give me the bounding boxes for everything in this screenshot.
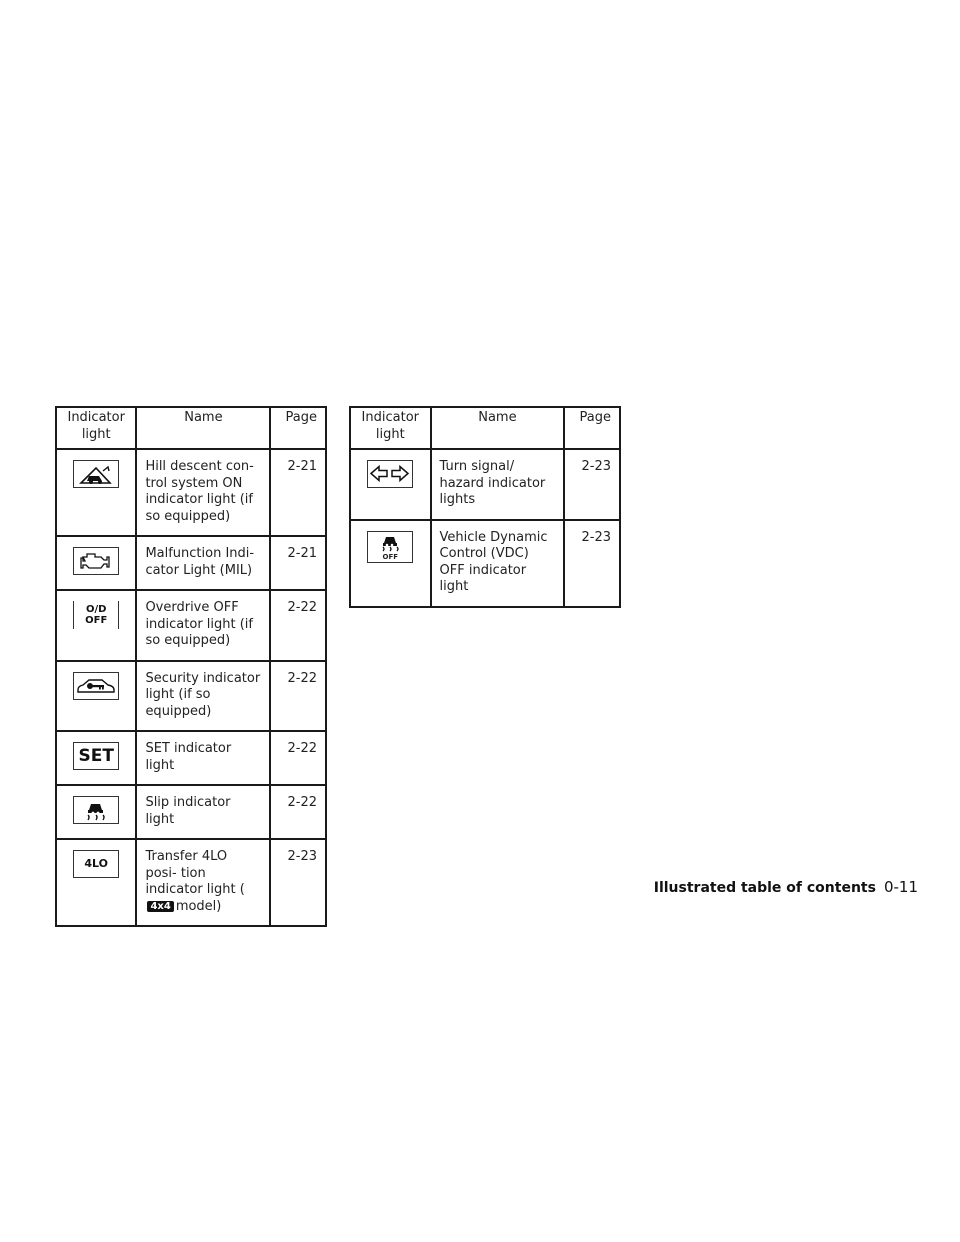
name-cell: Vehicle Dynamic Control (VDC) OFF indicator light [431,520,565,607]
page-cell: 2-22 [270,590,326,661]
page-cell: 2-22 [270,661,326,732]
indicator-cell [56,590,136,661]
table-row [350,449,620,520]
page-cell: 2-21 [270,449,326,536]
table-header-row [350,407,620,449]
table-row [56,449,326,536]
table-row [350,520,620,607]
indicator-cell [56,839,136,926]
set-icon-text: SET [78,745,114,766]
table-row [56,536,326,590]
name-cell: Hill descent con- trol system ON indicator light (if so equipped) [136,449,270,536]
indicator-cell [56,731,136,785]
4lo-icon-text: 4LO [84,856,109,870]
slip-icon [73,796,119,824]
table-row [56,785,326,839]
indicator-cell [56,536,136,590]
name-cell: Security indicator light (if so equipped) [136,661,270,732]
table-row [56,839,326,926]
page-cell: 2-23 [564,520,620,607]
turn-signal-arrows-icon [367,460,413,488]
name-cell: Malfunction Indi- cator Light (MIL) [136,536,270,590]
set-icon [73,742,119,770]
hill-descent-icon [73,460,119,488]
name-cell: Slip indicator light [136,785,270,839]
indicator-table-left [55,406,327,927]
name-cell: SET indicator light [136,731,270,785]
page-cell: 2-22 [270,731,326,785]
page-number: 0-11 [883,878,918,896]
4lo-icon [73,850,119,878]
table-row [56,590,326,661]
indicator-cell [56,785,136,839]
name-text-part1: Transfer 4LO posi- tion indicator light ( [145,849,245,897]
name-text-part2: model) [175,898,222,914]
page-cell: 2-22 [270,785,326,839]
table-row [56,731,326,785]
page-footer [654,878,918,896]
header-page: Page [564,407,620,449]
vdc-off-icon [367,531,413,563]
header-indicator: Indicator light [350,407,431,449]
indicator-cell [56,449,136,536]
name-cell: Turn signal/ hazard indicator lights [431,449,565,520]
page-cell: 2-23 [270,839,326,926]
4x4-badge-icon: 4x4 [147,901,173,912]
indicator-cell [350,520,431,607]
od-off-icon-text: O/D OFF [85,604,108,626]
name-cell [136,839,270,926]
security-car-key-icon [73,672,119,700]
indicator-cell [350,449,431,520]
table-header-row [56,407,326,449]
indicator-table-right [349,406,621,608]
page-cell: 2-23 [564,449,620,520]
section-title: Illustrated table of contents [653,880,876,896]
od-off-icon [73,601,119,629]
header-indicator: Indicator light [56,407,136,449]
engine-check-icon [73,547,119,575]
vdc-off-icon-text: OFF [382,552,399,561]
header-name: Name [136,407,270,449]
header-page: Page [270,407,326,449]
indicator-cell [56,661,136,732]
name-cell: Overdrive OFF indicator light (if so equipped) [136,590,270,661]
table-row [56,661,326,732]
header-name: Name [431,407,565,449]
page-cell: 2-21 [270,536,326,590]
